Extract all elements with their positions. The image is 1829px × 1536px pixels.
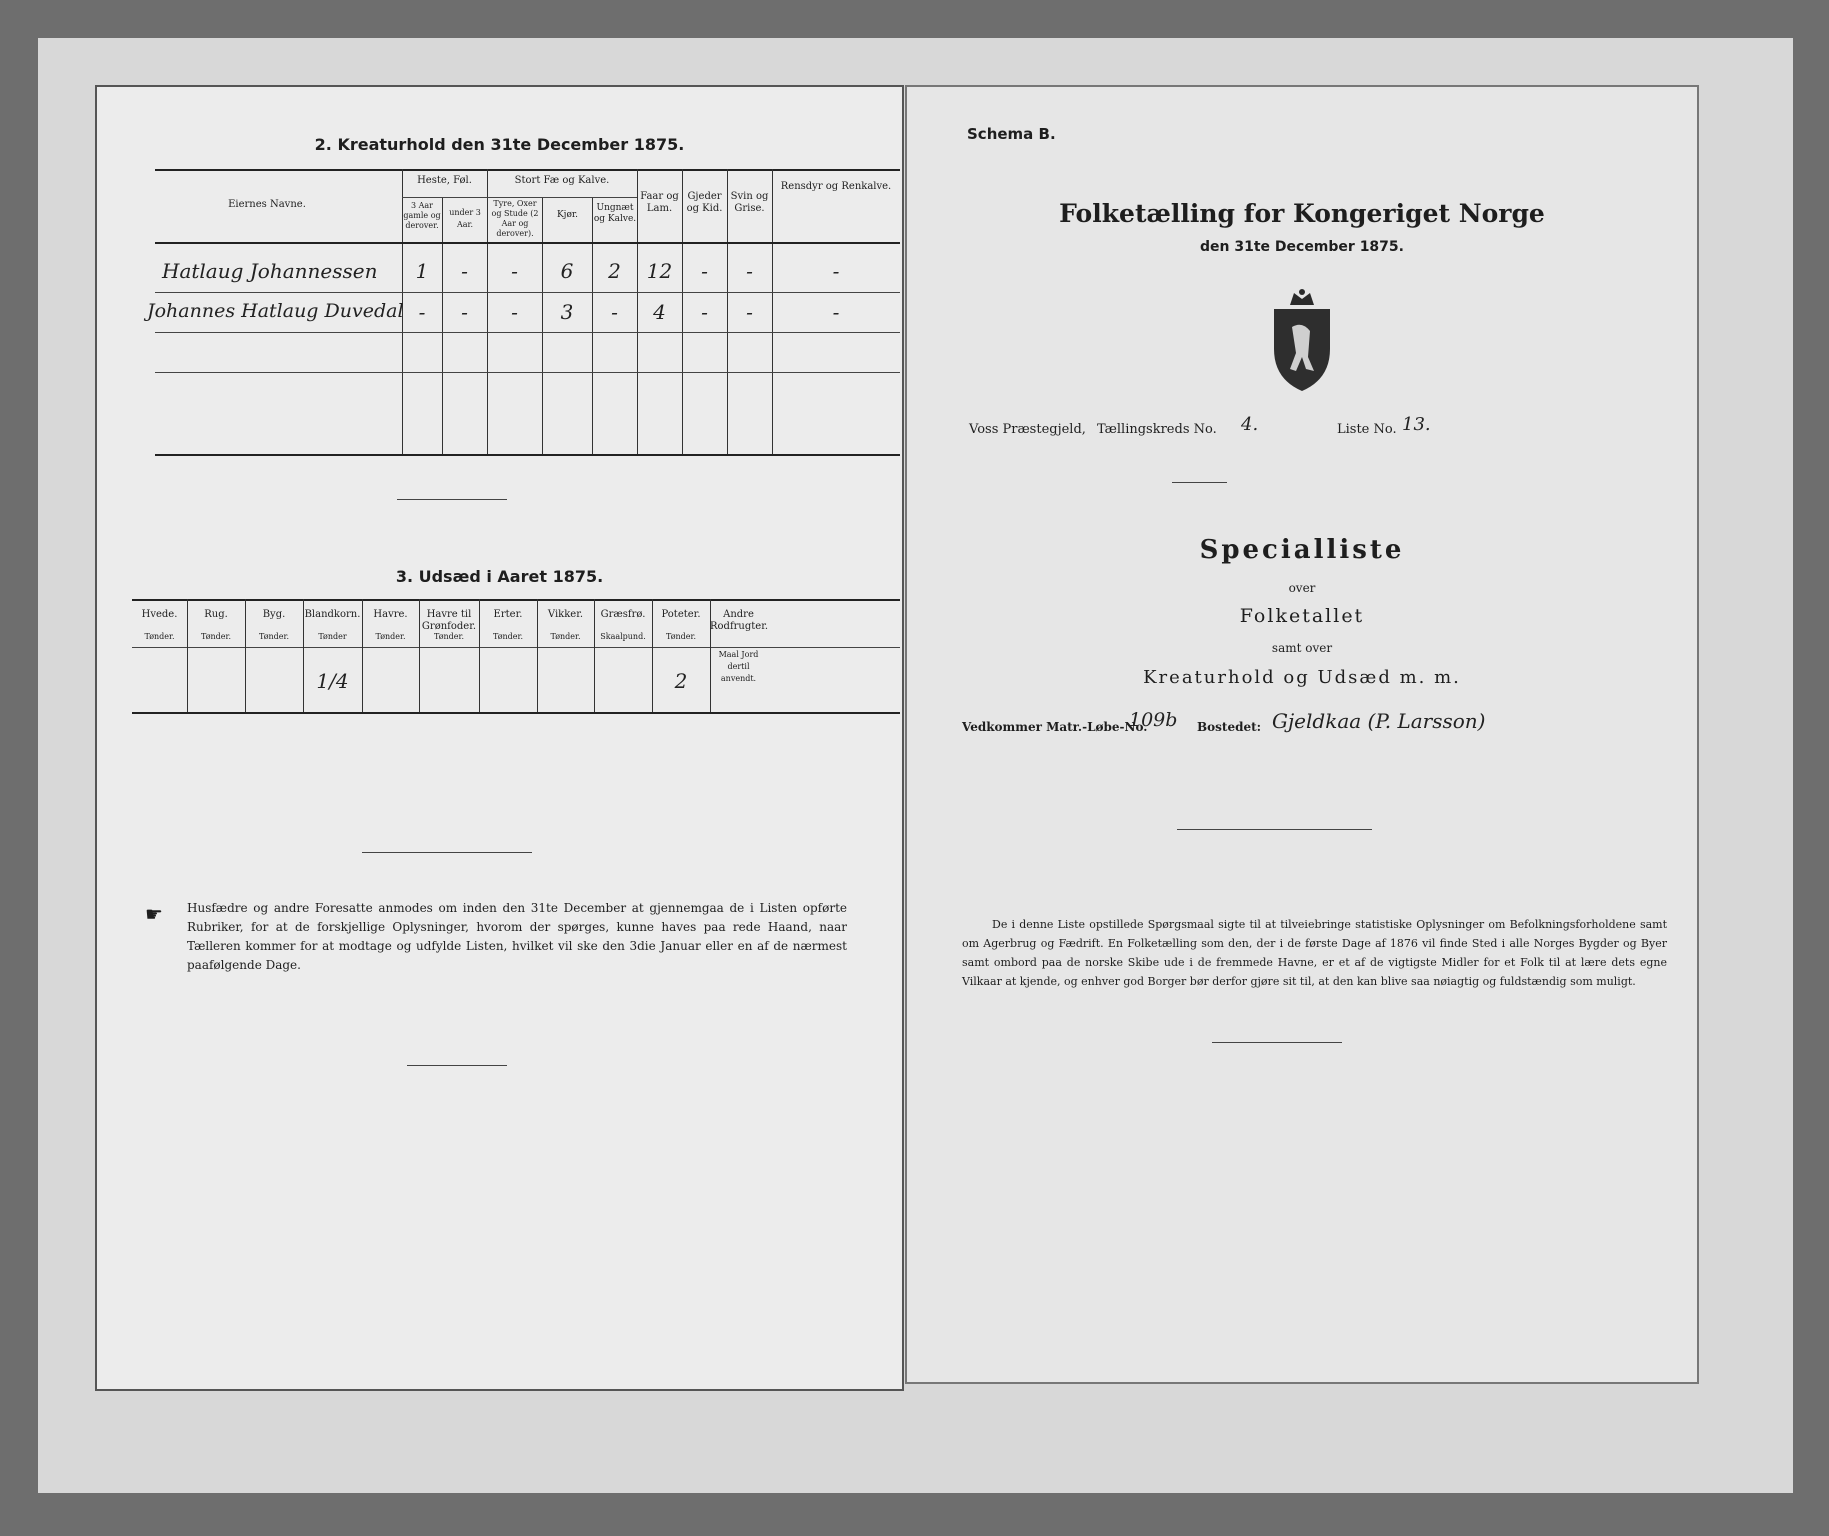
seed-value-cell: 1/4 [316, 669, 349, 693]
seed-header-name: Vikker. [547, 609, 584, 620]
list-number: 13. [1402, 414, 1431, 435]
seed-header-unit: Tønder. [144, 632, 175, 641]
seed-header-name: Byg. [262, 609, 286, 620]
divider [407, 1065, 507, 1066]
header-horses: Heste, Føl. [417, 175, 472, 186]
seed-value-cell: 2 [674, 669, 688, 693]
seed-header-unit: Tønder. [375, 632, 406, 641]
header-pigs: Svin og Grise. [730, 191, 769, 214]
norway-coat-of-arms-icon [1262, 287, 1342, 397]
seed-header-unit: Tønder. [665, 632, 697, 641]
seed-header-name: Andre Rodfrugter. [710, 609, 769, 632]
seed-header-unit: Tønder. [492, 632, 524, 641]
header-reindeer: Rensdyr og Renkalve. [780, 181, 892, 192]
main-title: Folketælling for Kongeriget Norge [1059, 199, 1545, 228]
right-page [905, 85, 1699, 1384]
header-horses-3plus: 3 Aar gamle og derover. [403, 201, 441, 230]
pointing-hand-icon: ☛ [145, 902, 163, 926]
divider [397, 499, 507, 500]
district-label: Tællingskreds No. [1097, 422, 1217, 437]
row1-goats: - [701, 259, 708, 283]
header-calves: Ungnæt og Kalve. [593, 203, 637, 224]
matr-number: 109b [1129, 709, 1178, 731]
bosted-label: Bostedet: [1197, 720, 1262, 734]
row2-goats: - [701, 300, 708, 324]
divider [362, 852, 532, 853]
seed-header-name: Erter. [493, 609, 523, 620]
table-top-rule [155, 169, 900, 171]
explanation-paragraph: De i denne Liste opstillede Spørgsmaal sigte til at tilveiebringe statistiske Oplysninger om Befolkningsforholdene samt om Agerbrug og Fædrift. En Folketælling som den, der i de første Dage af 1876 vil finde Sted i alle Norges Bygder og Byer samt ombord paa de norske Skibe ude i de fremmede Havne, er et af de vigtigste Midler for et Folk til at lære dets egne Vilkaar at kjende, og enhver god Borger bør derfor gjøre sit til, at den kan blive saa nøiagtig og fuldstændig som muligt. [962, 918, 1667, 988]
divider [1177, 829, 1372, 830]
seed-header-unit: Maal Jord dertil anvendt. [718, 650, 759, 683]
row2-sheep: 4 [653, 300, 666, 324]
seed-header-name: Blandkorn. [304, 609, 361, 620]
seed-header-name: Havre til Grønfoder. [421, 609, 477, 632]
row1-calves: 2 [608, 259, 621, 283]
row1-cows: 6 [560, 259, 574, 283]
seed-header-name: Poteter. [661, 609, 701, 620]
parish-label: Voss Præstegjeld, [969, 422, 1086, 437]
row1-horses-under3: - [461, 259, 468, 283]
header-cattle: Stort Fæ og Kalve. [514, 175, 610, 186]
header-owner: Eiernes Navne. [228, 199, 306, 210]
owner-name-2: Johannes Hatlaug Duvedal [147, 300, 404, 322]
section3-title: 3. Udsæd i Aaret 1875. [395, 567, 604, 586]
seed-header-name: Græsfrø. [600, 609, 646, 620]
seed-header-name: Rug. [204, 609, 228, 620]
header-cows: Kjør. [556, 210, 579, 220]
seed-header-name: Havre. [373, 609, 408, 620]
owner-name-1: Hatlaug Johannessen [162, 259, 378, 283]
seed-header-unit: Tønder. [258, 632, 290, 641]
seed-header-name: Hvede. [141, 609, 178, 620]
header-horses-under3: under 3 Aar. [449, 208, 481, 229]
row2-pigs: - [746, 300, 753, 324]
divider [1172, 482, 1227, 483]
seed-header-unit: Tønder [318, 632, 347, 641]
folketallet-label: Folketallet [1239, 605, 1365, 627]
bosted-value: Gjeldkaa (P. Larsson) [1272, 709, 1486, 733]
list-label: Liste No. [1337, 422, 1397, 437]
header-goats: Gjeder og Kid. [686, 191, 723, 214]
row2-horses-3plus: - [418, 300, 426, 324]
specialliste-heading: Specialliste [1199, 535, 1405, 565]
divider [1212, 1042, 1342, 1043]
row2-cows: 3 [560, 300, 574, 324]
seed-header-unit: Skaalpund. [600, 632, 646, 641]
samt-over-label: samt over [1271, 641, 1333, 655]
seed-header-unit: Tønder. [550, 632, 581, 641]
row2-calves: - [611, 300, 618, 324]
matr-label: Vedkommer Matr.-Løbe-No. [962, 720, 1148, 734]
over-label: over [1288, 581, 1316, 595]
header-sheep: Faar og Lam. [640, 191, 679, 214]
header-bulls: Tyre, Oxer og Stude (2 Aar og derover). [491, 199, 539, 238]
kreaturhold-label: Kreaturhold og Udsæd m. m. [1143, 667, 1461, 688]
row2-horses-under3: - [461, 300, 468, 324]
row1-pigs: - [746, 259, 753, 283]
row2-reindeer: - [832, 300, 840, 324]
left-page [95, 85, 904, 1391]
district-number: 4. [1241, 414, 1259, 435]
row2-bulls: - [511, 300, 518, 324]
schema-label: Schema B. [967, 125, 1056, 143]
section2-title: 2. Kreaturhold den 31te December 1875. [314, 135, 685, 154]
seed-header-unit: Tønder. [200, 632, 232, 641]
main-subtitle: den 31te December 1875. [1200, 239, 1404, 255]
row1-reindeer: - [832, 259, 840, 283]
row1-horses-3plus: 1 [415, 259, 429, 283]
seed-header-unit: Tønder. [433, 632, 465, 641]
row1-bulls: - [511, 259, 518, 283]
row1-sheep: 12 [646, 259, 673, 283]
notice-text: Husfædre og andre Foresatte anmodes om inden den 31te December at gjennemgaa de i Listen opførte Rubriker, for at de forskjellige Oplysninger, hvorom der spørges, kunne haves paa rede Haand, naar Tælleren kommer for at modtage og udfylde Listen, hvilket vil ske den 3die Januar eller en af de nærmest paafølgende Dage. [187, 901, 847, 972]
